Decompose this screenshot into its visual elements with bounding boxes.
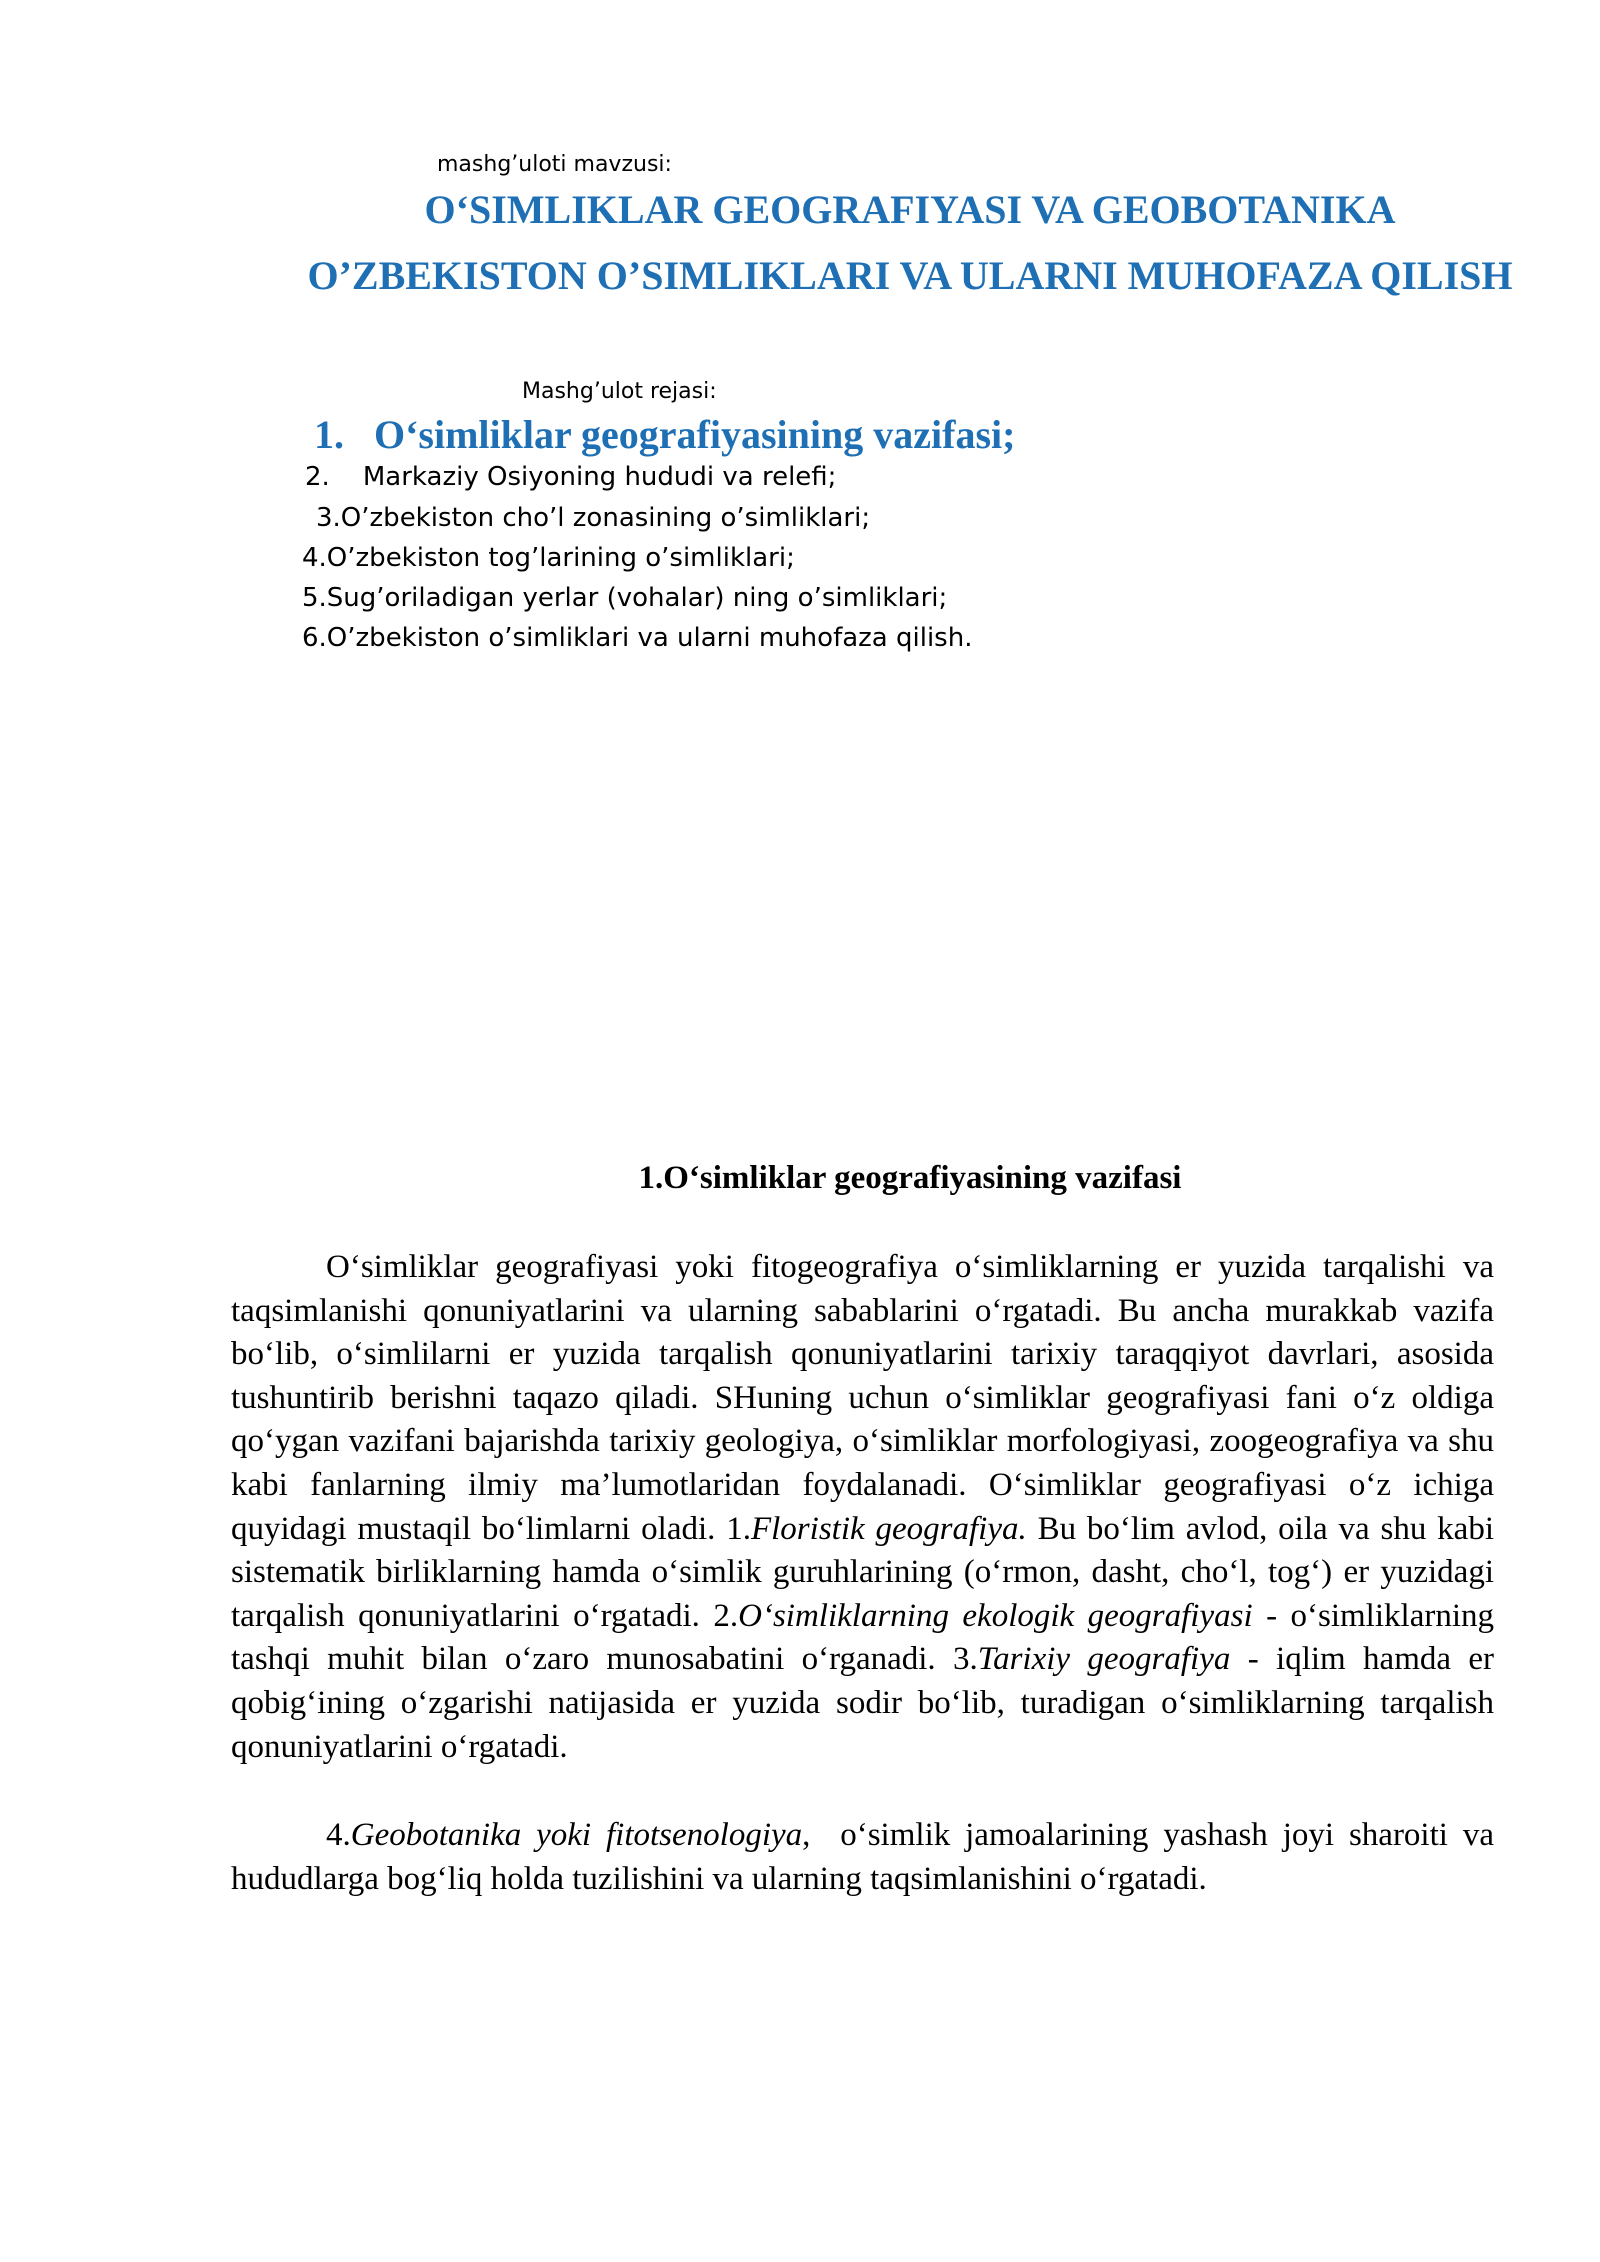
plan-item-5: 5.Sug’oriladigan yerlar (vohalar) ning o’simliklari; [302, 583, 948, 613]
plan-label: Mashg’ulot rejasi: [522, 379, 717, 404]
para1-text-2: Bu bo‘lim avlod, oila va shu kabi sistematik birliklarning hamda o‘simlik guruhlarining (o‘rmon, dasht, cho‘l, tog‘) er yuzidagi tarqalish qonuniyatlarini o‘rgatadi. 2. [231, 1510, 1494, 1634]
plan-item-3: 3.O’zbekiston cho’l zonasining o’simliklari; [316, 503, 871, 533]
para1-text-3: - o‘simliklarning tashqi muhit bilan o‘zaro munosabatini o‘rganadi. 3. [231, 1597, 1494, 1678]
para1-term-tarixiy: Tarixiy geografiya [977, 1641, 1231, 1678]
document-title-line-2: O’ZBEKISTON O’SIMLIKLARI VA ULARNI MUHOFAZA QILISH [307, 253, 1513, 298]
para1-term-ekologik: O‘simliklarning ekologik geografiyasi [738, 1597, 1253, 1634]
para1-term-floristik: Floristik geografiya. [750, 1510, 1027, 1547]
para1-text-1: O‘simliklar geografiyasi yoki fitogeografiya o‘simliklarning er yuzida tarqalishi va taqsimlanishi qonuniyatlarini va ularning sabablarini o‘rgatadi. Bu ancha murakkab vazifa bo‘lib, o‘simlilarni er yuzida tarqalish qonuniyatlarini tarixiy taraqqiyot davrlari, asosida tushuntirib berishni taqazo qiladi. SHuning uchun o‘simliklar geografiyasi fani o‘z oldiga qo‘ygan vazifani bajarishda tarixiy geologiya, o‘simliklar morfologiyasi, zoogeografiya va shu kabi fanlarning ilmiy ma’lumotlaridan foydalanadi. O‘simliklar geografiyasi o‘z ichiga quyidagi mustaqil bo‘limlarni oladi. 1. [231, 1249, 1494, 1547]
document-title-line-1: O‘SIMLIKLAR GEOGRAFIYASI VA GEOBOTANIKA [424, 187, 1396, 232]
plan-item-2: 2. Markaziy Osiyoning hududi va relefi; [305, 462, 837, 492]
section-heading: 1.O‘simliklar geografiyasining vazifasi [638, 1160, 1182, 1196]
plan-item-1: 1. O‘simliklar geografiyasining vazifasi; [314, 412, 1016, 457]
body-paragraph-2 [231, 1814, 1503, 1901]
para2-term-geobotanika: Geobotanika yoki fitotsenologiya [350, 1817, 803, 1853]
plan-item-4: 4.O’zbekiston tog’larining o’simliklari; [302, 543, 795, 573]
plan-item-6: 6.O’zbekiston o’simliklari va ularni muhofaza qilish. [302, 623, 973, 653]
para1-text-4: - iqlim hamda er qobig‘ining o‘zgarishi natijasida er yuzida sodir bo‘lib, turadigan o‘simliklarning tarqalish qonuniyatlarini o‘rgatadi. [231, 1641, 1494, 1765]
para2-text-2: , o‘simlik jamoalarining yashash joyi sharoiti va hududlarga bog‘liq holda tuzilishini va ularning taqsimlanishini o‘rgatadi. [231, 1817, 1503, 1897]
para2-text-1: 4. [326, 1817, 351, 1853]
body-paragraph-1 [231, 1246, 1494, 1769]
topic-label: mashg’uloti mavzusi: [437, 152, 672, 177]
